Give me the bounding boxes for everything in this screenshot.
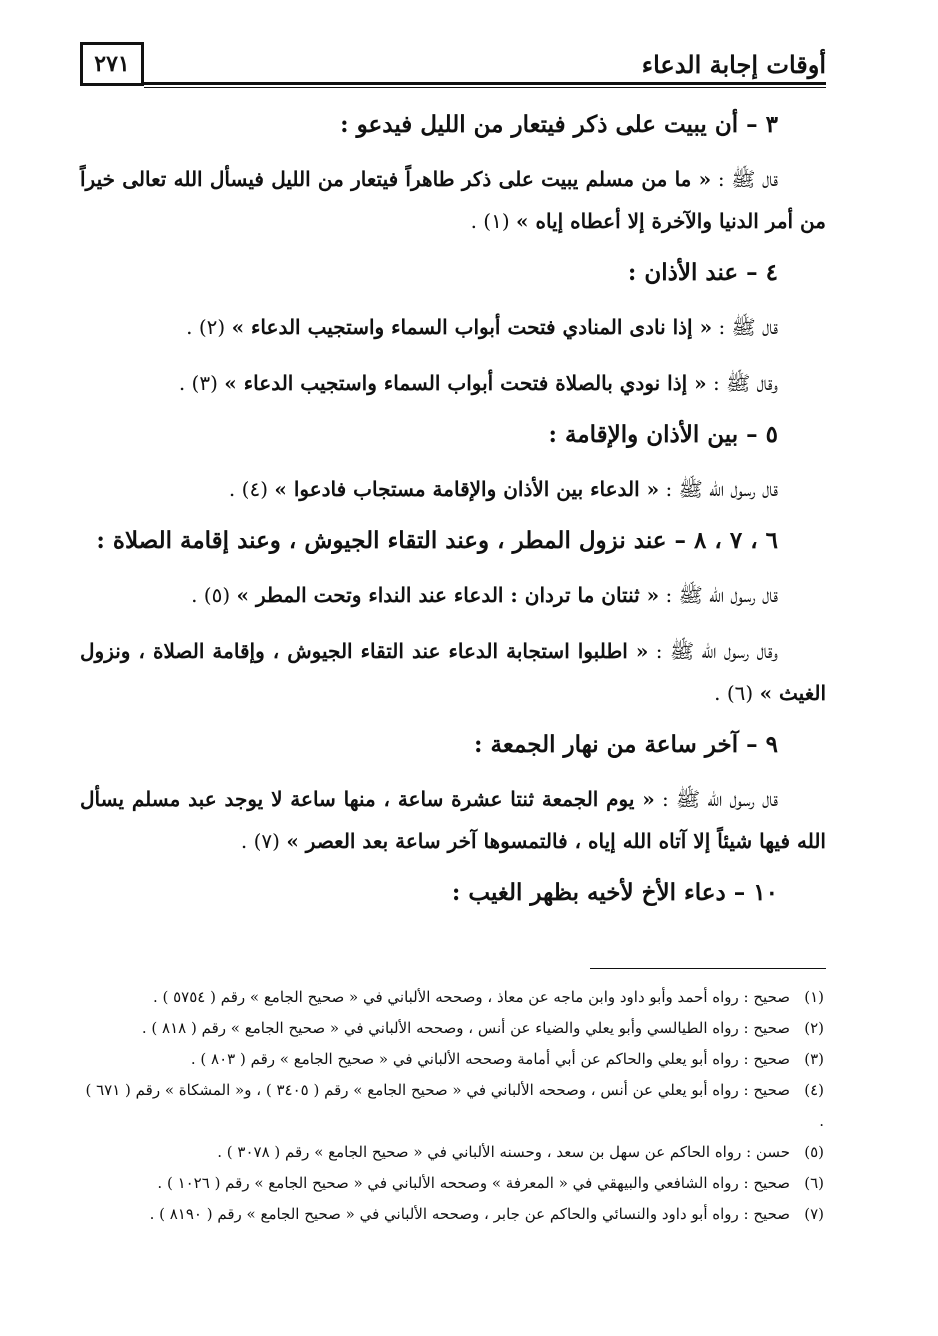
footnote-text: صحيح : رواه أبو يعلي عن أنس ، وصححه الألباني في « صحيح الجامع » رقم ( ٣٤٠٥ ) ، و« المشكاة » رقم ( ٦٧١ ) . (85, 1081, 824, 1130)
hadith-paragraph (80, 468, 826, 510)
section (80, 418, 826, 510)
footnote (80, 1044, 826, 1075)
header-rule (144, 82, 826, 88)
footnote-ref: (١) . (470, 209, 517, 233)
footnote-ref: (٣) . (178, 371, 225, 395)
footnote-number: (٧) (804, 1205, 824, 1223)
paragraph-lead: وقال ﷺ : (706, 371, 778, 395)
page-number: ٢٧١ (94, 51, 130, 77)
footnote-ref: (٦) . (714, 681, 760, 705)
footnote-number: (٤) (804, 1081, 824, 1099)
hadith-quote: « الدعاء بين الأذان والإقامة مستجاب فادعوا » (274, 477, 660, 501)
footnote-number: (١) (804, 988, 824, 1006)
section-heading: ٦ ، ٧ ، ٨ – عند نزول المطر ، وعند التقاء الجيوش ، وعند إقامة الصلاة : (96, 527, 778, 554)
section-heading: ١٠ – دعاء الأخ لأخيه بظهر الغيب : (451, 879, 778, 906)
hadith-quote: « إذا نودي بالصلاة فتحت أبواب السماء واستجيب الدعاء » (224, 371, 707, 395)
hadith-paragraph (80, 778, 826, 862)
section (80, 256, 826, 404)
footnote-text: صحيح : رواه أبو داود والنسائي والحاكم عن جابر ، وصححه الألباني في « صحيح الجامع » رقم ( ٨١٩٠ ) . (149, 1205, 790, 1223)
hadith-paragraph (80, 158, 826, 242)
footnote-text: صحيح : رواه أحمد وأبو داود وابن ماجه عن معاذ ، وصححه الألباني في « صحيح الجامع » رقم ( ٥٧٥٤ ) . (152, 988, 790, 1006)
footnote (80, 1075, 826, 1137)
hadith-quote: « إذا نادى المنادي فتحت أبواب السماء واستجيب الدعاء » (231, 315, 713, 339)
paragraph-lead: قال رسول الله ﷺ : (654, 787, 778, 811)
hadith-quote: « اطلبوا استجابة الدعاء عند التقاء الجيوش ، وإقامة الصلاة ، ونزول الغيث » (80, 639, 826, 705)
hadith-paragraph (80, 574, 826, 616)
section-heading: ٣ – أن يبيت على ذكر فيتعار من الليل فيدعو : (340, 111, 778, 138)
footnote-number: (٦) (804, 1174, 824, 1192)
paragraph-lead: قال ﷺ : (712, 315, 778, 339)
paragraph-lead: قال ﷺ : (711, 167, 778, 191)
section (80, 108, 826, 242)
section (80, 524, 826, 714)
hadith-paragraph (80, 306, 826, 348)
footnote-ref: (٧) . (240, 829, 287, 853)
footnote-text: صحيح : رواه الطيالسي وأبو يعلي والضياء عن أنس ، وصححه الألباني في « صحيح الجامع » رقم ( ٨١٨ ) . (141, 1019, 790, 1037)
footnote (80, 1013, 826, 1044)
footnote (80, 982, 826, 1013)
hadith-quote: « يوم الجمعة ثنتا عشرة ساعة ، منها ساعة لا يوجد عبد مسلم يسأل الله فيها شيئاً إلا آتاه الله إياه ، فالتمسوها آخر ساعة بعد العصر » (80, 787, 826, 853)
hadith-quote: « ما من مسلم يبيت على ذكر طاهراً فيتعار من الليل فيسأل الله تعالى خيراً من أمر الدنيا والآخرة إلا أعطاه إياه » (80, 167, 826, 233)
section-heading: ٩ – آخر ساعة من نهار الجمعة : (474, 731, 778, 758)
paragraph-lead: قال رسول الله ﷺ : (659, 583, 778, 607)
footnote-text: حسن : رواه الحاكم عن سهل بن سعد ، وحسنه الألباني في « صحيح الجامع » رقم ( ٣٠٧٨ ) . (217, 1143, 790, 1161)
footnote-number: (٥) (804, 1143, 824, 1161)
hadith-paragraph (80, 362, 826, 404)
section (80, 728, 826, 862)
page-number-box (80, 42, 144, 86)
footnote-separator (590, 968, 826, 969)
footnote-ref: (٤) . (228, 477, 275, 501)
section-heading: ٥ – بين الأذان والإقامة : (548, 421, 778, 448)
footnote-text: صحيح : رواه الشافعي والبيهقي في « المعرفة » وصححه الألباني في « صحيح الجامع » رقم ( ١٠٢٦ ) . (157, 1174, 790, 1192)
hadith-paragraph (80, 630, 826, 714)
paragraph-lead: وقال رسول الله ﷺ : (648, 639, 778, 663)
paragraph-lead: قال رسول الله ﷺ : (659, 477, 778, 501)
footnote-number: (٢) (804, 1019, 824, 1037)
footnotes (80, 982, 826, 1230)
section (80, 876, 826, 910)
page-body (80, 108, 826, 926)
footnote-text: صحيح : رواه أبو يعلي والحاكم عن أبي أمامة وصححه الألباني في « صحيح الجامع » رقم ( ٨٠٣ ) . (190, 1050, 790, 1068)
footnote-ref: (٥) . (191, 583, 237, 607)
footnote (80, 1137, 826, 1168)
footnote (80, 1168, 826, 1199)
footnote-number: (٣) (804, 1050, 824, 1068)
footnote (80, 1199, 826, 1230)
footnote-ref: (٢) . (186, 315, 232, 339)
section-heading: ٤ – عند الأذان : (627, 259, 778, 286)
running-title: أوقات إجابة الدعاء (641, 50, 826, 79)
hadith-quote: « ثنتان ما تردان : الدعاء عند النداء وتحت المطر » (236, 583, 660, 607)
page-header (80, 42, 826, 92)
